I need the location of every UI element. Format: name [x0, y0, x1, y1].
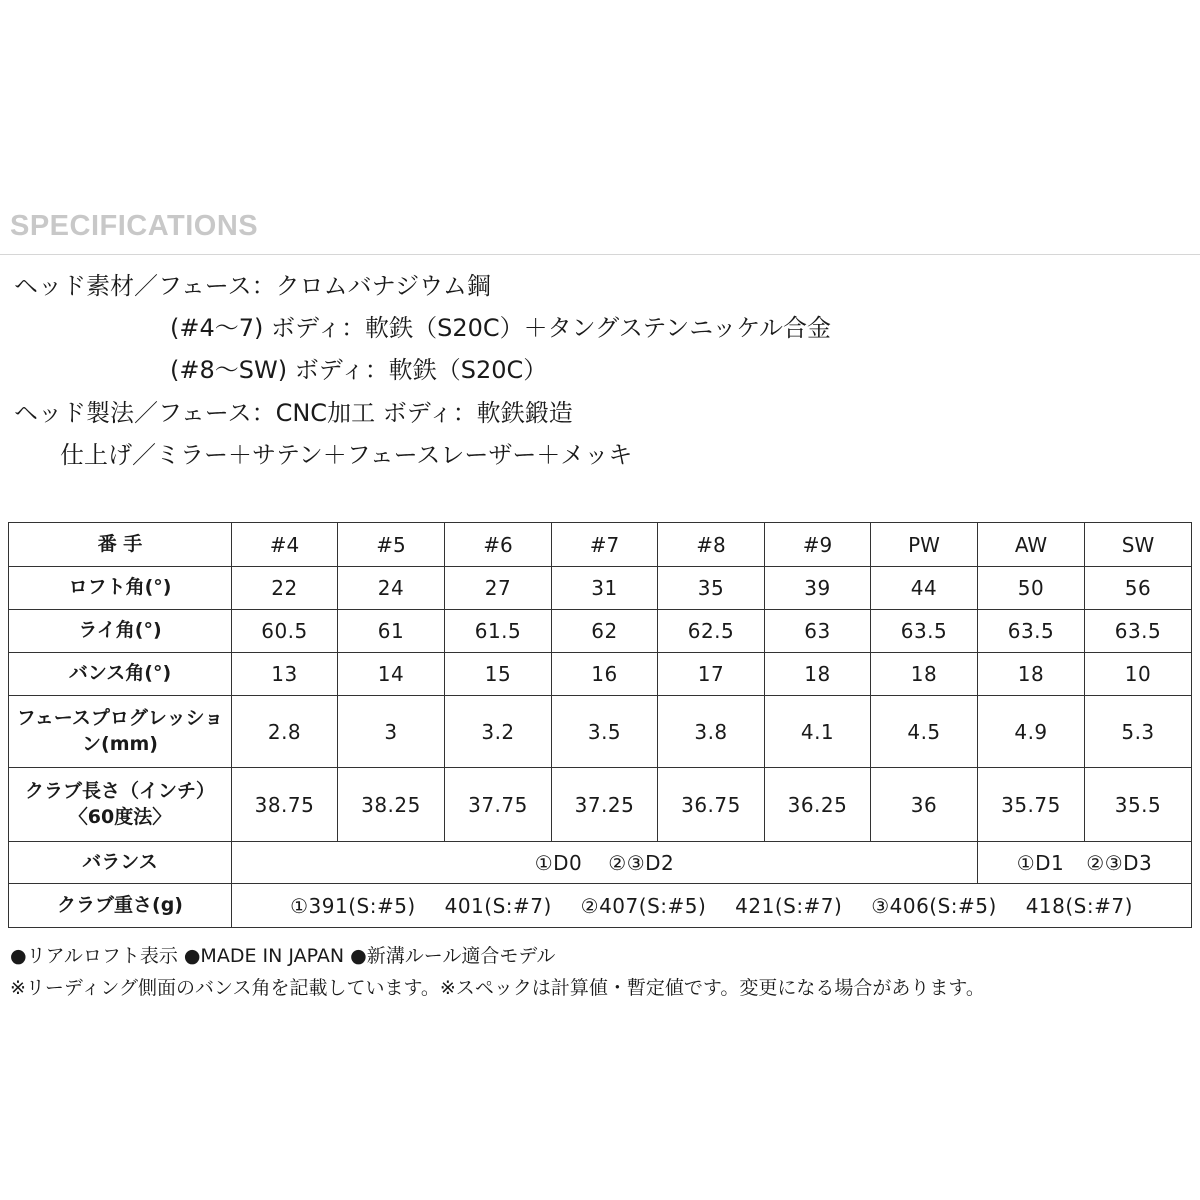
weight-value: ①391(S:#5): [290, 893, 416, 918]
club-length-value: 36: [871, 768, 978, 842]
club-length-value: 37.25: [552, 768, 658, 842]
row-header-balance: バランス: [9, 842, 232, 884]
lie-value: 63.5: [978, 610, 1085, 653]
lie-value: 61.5: [445, 610, 552, 653]
balance-main-a: ①D0: [534, 850, 583, 875]
spec-body-material-4-7: (#4〜7) ボディ：軟鉄（S20C）＋タングステンニッケル合金: [170, 314, 832, 342]
row-header-bounce: バンス角(°): [9, 653, 232, 696]
club-cell: #5: [338, 523, 445, 567]
balance-wedge-a: ①D1: [1016, 850, 1065, 875]
weight-value: 418(S:#7): [1025, 893, 1133, 918]
face-progression-value: 3: [338, 696, 445, 768]
bounce-value: 18: [978, 653, 1085, 696]
lie-value: 62.5: [658, 610, 765, 653]
loft-value: 50: [978, 567, 1085, 610]
weight-value: ③406(S:#5): [871, 893, 997, 918]
bounce-value: 16: [552, 653, 658, 696]
balance-wedge-b: ②③D3: [1086, 850, 1153, 875]
club-cell: #9: [765, 523, 871, 567]
club-cell: #8: [658, 523, 765, 567]
table-row-loft: [9, 567, 1192, 610]
club-cell: PW: [871, 523, 978, 567]
bounce-value: 14: [338, 653, 445, 696]
lie-value: 62: [552, 610, 658, 653]
bounce-value: 10: [1085, 653, 1192, 696]
club-length-value: 37.75: [445, 768, 552, 842]
balance-main-cell: [232, 842, 978, 884]
club-length-value: 35.5: [1085, 768, 1192, 842]
club-length-value: 36.75: [658, 768, 765, 842]
lie-value: 60.5: [232, 610, 338, 653]
bounce-value: 18: [871, 653, 978, 696]
balance-main-b: ②③D2: [608, 850, 675, 875]
face-progression-value: 5.3: [1085, 696, 1192, 768]
weight-value: 401(S:#7): [444, 893, 552, 918]
weight-value: 421(S:#7): [735, 893, 843, 918]
club-cell: #4: [232, 523, 338, 567]
spec-body-material-8-sw: (#8〜SW) ボディ：軟鉄（S20C）: [170, 356, 548, 384]
row-header-club-number: 番 手: [9, 523, 232, 567]
specifications-heading: SPECIFICATIONS: [10, 210, 259, 242]
lie-value: 63.5: [1085, 610, 1192, 653]
table-row-club-weight: [9, 884, 1192, 928]
lie-value: 61: [338, 610, 445, 653]
table-row-bounce: [9, 653, 1192, 696]
spec-finish: 仕上げ／ミラー＋サテン＋フェースレーザー＋メッキ: [60, 441, 633, 469]
table-row-club-number: [9, 523, 1192, 567]
loft-value: 56: [1085, 567, 1192, 610]
lie-value: 63.5: [871, 610, 978, 653]
row-header-lie: ライ角(°): [9, 610, 232, 653]
face-progression-value: 4.9: [978, 696, 1085, 768]
loft-value: 31: [552, 567, 658, 610]
face-progression-value: 2.8: [232, 696, 338, 768]
loft-value: 22: [232, 567, 338, 610]
club-cell: SW: [1085, 523, 1192, 567]
row-header-face-progression: フェースプログレッション(mm): [9, 696, 232, 768]
weight-value: ②407(S:#5): [580, 893, 707, 918]
face-progression-value: 3.2: [445, 696, 552, 768]
spec-head-method: ヘッド製法／フェース：CNC加工 ボディ：軟鉄鍛造: [14, 399, 573, 427]
loft-value: 27: [445, 567, 552, 610]
face-progression-value: 4.1: [765, 696, 871, 768]
spec-head-material: ヘッド素材／フェース：クロムバナジウム鋼: [14, 272, 491, 300]
balance-wedge-cell: [978, 842, 1192, 884]
face-progression-value: 4.5: [871, 696, 978, 768]
bounce-value: 18: [765, 653, 871, 696]
bounce-value: 13: [232, 653, 338, 696]
bounce-value: 17: [658, 653, 765, 696]
row-header-club-length: クラブ長さ（インチ）〈60度法〉: [9, 768, 232, 842]
face-progression-value: 3.8: [658, 696, 765, 768]
row-header-club-weight: クラブ重さ(g): [9, 884, 232, 928]
face-progression-value: 3.5: [552, 696, 658, 768]
heading-divider: [0, 254, 1200, 255]
club-cell: #7: [552, 523, 658, 567]
table-row-balance: [9, 842, 1192, 884]
loft-value: 24: [338, 567, 445, 610]
club-length-value: 38.25: [338, 768, 445, 842]
bounce-value: 15: [445, 653, 552, 696]
table-row-face-progression: [9, 696, 1192, 768]
loft-value: 44: [871, 567, 978, 610]
note-disclaimer: ※リーディング側面のバンス角を記載しています。※スペックは計算値・暫定値です。変更になる場合があります。: [10, 977, 985, 999]
lie-value: 63: [765, 610, 871, 653]
club-cell: #6: [445, 523, 552, 567]
club-weight-cell: [232, 884, 1192, 928]
club-length-value: 36.25: [765, 768, 871, 842]
loft-value: 39: [765, 567, 871, 610]
club-cell: AW: [978, 523, 1085, 567]
club-length-value: 38.75: [232, 768, 338, 842]
spec-table: [8, 522, 1192, 928]
club-length-value: 35.75: [978, 768, 1085, 842]
table-row-lie: [9, 610, 1192, 653]
note-features: ●リアルロフト表示 ●MADE IN JAPAN ●新溝ルール適合モデル: [10, 945, 556, 967]
loft-value: 35: [658, 567, 765, 610]
row-header-loft: ロフト角(°): [9, 567, 232, 610]
table-row-club-length: [9, 768, 1192, 842]
